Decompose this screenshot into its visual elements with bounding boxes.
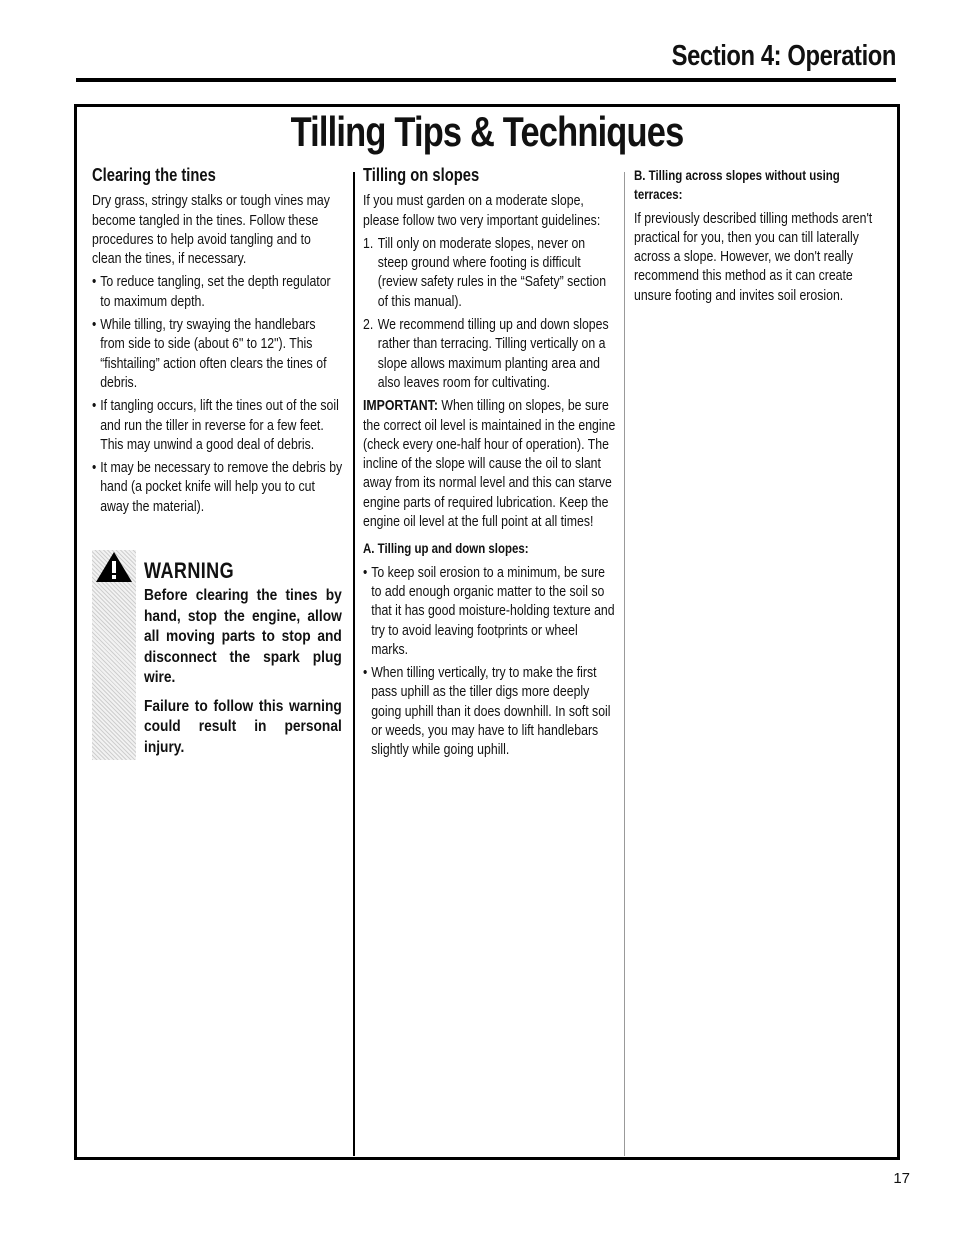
column-across-slopes (634, 166, 885, 309)
important-text: When tilling on slopes, be sure the correct oil level is maintained in the engine (check every one-half hour of operation). The incline of the slope will cause the oil to slant away from its normal level and this can starve engine parts of required lubrication. Keep the engine oil level at the full point at all times! (363, 397, 616, 531)
step-number: 1. (363, 234, 374, 252)
important-label: IMPORTANT: (363, 397, 438, 415)
list-item (363, 234, 616, 311)
clearing-tines-heading: Clearing the tines (92, 165, 216, 185)
section-header: Section 4: Operation (671, 40, 896, 72)
column-divider-right (624, 172, 625, 1156)
warning-triangle-icon (94, 550, 134, 584)
warning-title: WARNING (144, 558, 235, 583)
step-number: 2. (363, 316, 374, 334)
warning-text-2: Failure to follow this warning could result in personal injury. (144, 697, 342, 756)
list-item: • To keep soil erosion to a minimum, be sure to add enough organic matter to the soil so that it has good moisture-holding texture and try to avoid leaving footprints or wheel marks. (363, 563, 616, 659)
across-slopes-text: If previously described tilling methods aren't practical for you, then you can till laterally across a slope. However, we don't really recommend this method as it can create unsure footing and invites soil erosion. (634, 209, 873, 304)
list-item: • If tangling occurs, lift the tines out of the soil and run the tiller in reverse for a few feet. This may unwind a good deal of debris. (92, 396, 343, 454)
guidelines-list (363, 234, 616, 392)
step-text: Till only on moderate slopes, never on steep ground where footing is difficult (review safety rules in the “Safety” section of this manual). (377, 234, 607, 310)
page-number: 17 (893, 1170, 910, 1187)
column-clearing-tines (92, 166, 343, 520)
column-divider-left (353, 172, 355, 1156)
tilling-slopes-intro: If you must garden on a moderate slope, please follow two very important guidelines: (363, 192, 601, 229)
warning-box (92, 550, 344, 760)
up-down-slopes-subheading: A. Tilling up and down slopes: (363, 540, 529, 557)
step-text: We recommend tilling up and down slopes rather than terracing. Tilling vertically on a slope allows maximum planting area and also leaves room for cultivating. (377, 316, 609, 391)
header-rule (76, 78, 896, 82)
list-item: • To reduce tangling, set the depth regulator to maximum depth. (92, 272, 343, 311)
important-note (363, 396, 616, 531)
list-item: • It may be necessary to remove the debris by hand (a pocket knife will help you to cut away the material). (92, 458, 343, 516)
clearing-tines-list (92, 272, 343, 516)
up-down-slopes-list (363, 563, 616, 760)
warning-text (144, 586, 342, 766)
across-slopes-subheading: B. Tilling across slopes without using terraces: (634, 167, 840, 203)
list-item: • While tilling, try swaying the handlebars from side to side (about 6" to 12"). This “fishtailing” action often clears the tines of debris. (92, 315, 343, 392)
list-item (363, 315, 616, 392)
list-item: • When tilling vertically, try to make the first pass uphill as the tiller digs more deeply going uphill than it does downhill. In soft soil or weeds, you may have to lift handlebars slightly while going uphill. (363, 663, 616, 759)
page-title: Tilling Tips & Techniques (290, 108, 684, 155)
tilling-slopes-heading: Tilling on slopes (363, 165, 480, 185)
column-tilling-slopes (363, 166, 616, 764)
warning-text-1: Before clearing the tines by hand, stop the engine, allow all moving parts to stop and disconnect the spark plug wire. (144, 587, 342, 686)
clearing-tines-intro: Dry grass, stringy stalks or tough vines may become tangled in the tines. Follow these procedures to help avoid tangling and to clean the tines, if necessary. (92, 192, 330, 268)
